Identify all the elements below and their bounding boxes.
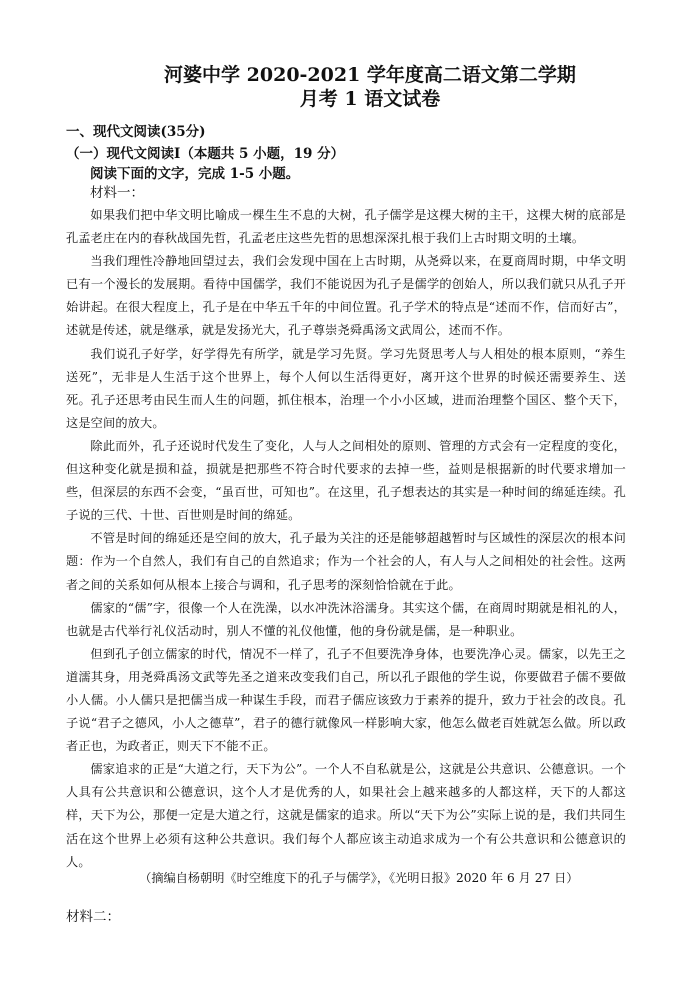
paragraph: 如果我们把中华文明比喻成一棵生生不息的大树，孔子儒学是这棵大树的主干，这棵大树的底部是孔孟老庄在内的春秋战国先哲，孔孟老庄这些先哲的思想深深扎根于我们上古时期文明的土壤。 (66, 208, 626, 246)
paragraph: 儒家的“儒”字，很像一个人在洗澡，以水冲洗沐浴濡身。其实这个儒，在商周时期就是相礼的人，也就是古代举行礼仪活动时，别人不懂的礼仪他懂，他的身份就是儒，是一种职业。 (66, 600, 626, 638)
reading-instruction: 阅读下面的文字，完成 1-5 小题。 (90, 166, 300, 182)
paragraph: 但到孔子创立儒家的时代，情况不一样了，孔子不但要洗净身体，也要洗净心灵。儒家，以先王之道濡其身，用尧舜禹汤文武等先圣之道来改变我们自己，所以孔子跟他的学生说，你要做君子儒不要做小人儒。小人儒只是把儒当成一种谋生手段，而君子儒应该致力于素养的提升，致力于社会的改良。孔子说“君子之德风，小人之德草”，君子的德行就像风一样影响大家，他怎么做老百姓就怎么做。所以政者正也，为政者正，则天下不能不正。 (66, 646, 626, 754)
paragraph: 不管是时间的绵延还是空间的放大，孔子最为关注的还是能够超越暂时与区域性的深层次的根本问题：作为一个自然人，我们有自己的自然追求；作为一个社会的人，有人与人之间相处的社会性。这两者之间的关系如何从根本上接合与调和，孔子思考的深刻恰恰就在于此。 (66, 531, 626, 592)
exam-title-line-2: 月考 1 语文试卷 (299, 88, 441, 110)
exam-title-line-1: 河婆中学 2020-2021 学年度高二语文第二学期 (164, 64, 576, 86)
section-heading: 一、现代文阅读(35分) (66, 124, 206, 140)
paragraph: 我们说孔子好学，好学得先有所学，就是学习先贤。学习先贤思考人与人相处的根本原则，“养生送死”，无非是人生活于这个世界上，每个人何以生活得更好，离开这个世界的时候还需要养生、送死。孔子还思考由民生而人生的问题，抓住根本，治理一个小小区域，进而治理整个国区、整个天下，这是空间的放大。 (66, 346, 626, 430)
paragraph: 儒家追求的正是“大道之行，天下为公”。一个人不自私就是公，这就是公共意识、公德意识。一个人具有公共意识和公德意识，这个人才是优秀的人，如果社会上越来越多的人都这样，天下的人都这样，天下为公，那便一定是大道之行，这就是儒家的追求。所以“天下为公”实际上说的是，我们共同生活在这个世界上必须有这种公共意识。我们每个人都应该主动追求成为一个有公共意识和公德意识的人。 (66, 762, 626, 869)
paragraph: 除此而外，孔子还说时代发生了变化，人与人之间相处的原则、管理的方式会有一定程度的变化，但这种变化就是损和益，损就是把那些不符合时代要求的去掉一些，益则是根据新的时代要求增加一些，但深层的东西不会变，“虽百世，可知也”。在这里，孔子想表达的其实是一种时间的绵延连续。孔子说的三代、十世、百世则是时间的绵延。 (66, 438, 626, 523)
source-citation: （摘编自杨朝明《时空维度下的孔子与儒学》，《光明日报》2020 年 6 月 27 日） (139, 871, 579, 885)
section-subheading: （一）现代文阅读Ⅰ（本题共 5 小题，19 分） (66, 146, 345, 162)
material-one-body (66, 204, 626, 874)
material-one-label: 材料一： (90, 185, 144, 201)
paragraph: 当我们理性冷静地回望过去，我们会发现中国在上古时期，从尧舜以来，在夏商周时期，中华文明已有一个漫长的发展期。看待中国儒学，我们不能说因为孔子是儒学的创始人，所以我们就只从孔子开始讲起。在很大程度上，孔子是在中华五千年的中间位置。孔子学术的特点是“述而不作，信而好古”，述就是传述，就是继承，就是发扬光大，孔子尊崇尧舜禹汤文武周公，述而不作。 (66, 254, 626, 338)
material-two-label: 材料二： (66, 909, 120, 925)
